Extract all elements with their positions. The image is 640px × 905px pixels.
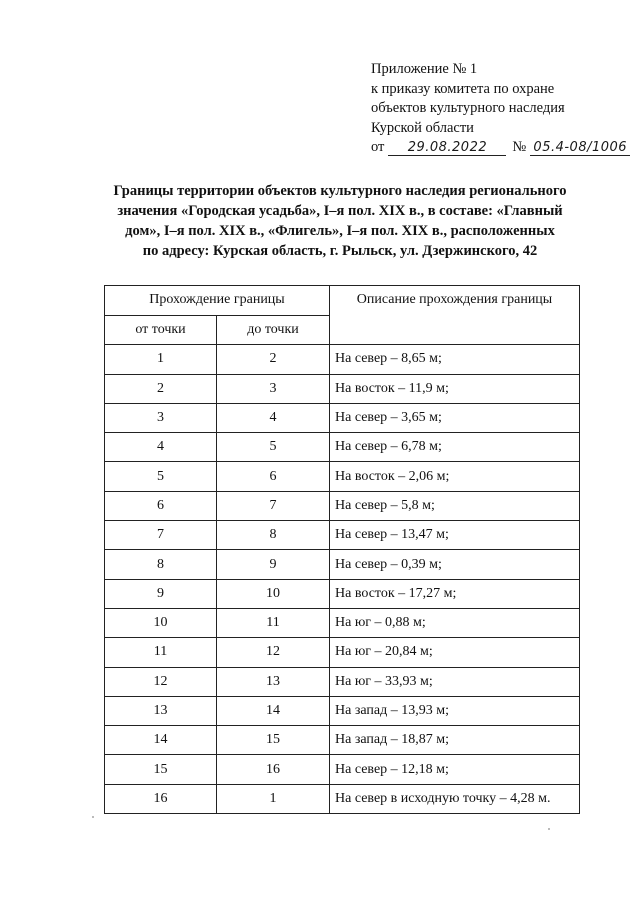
title-line: по адресу: Курская область, г. Рыльск, ул. Дзержинского, 42 [142, 243, 538, 259]
to-point-cell: 9 [217, 550, 330, 579]
header-description: Описание прохождения границы [330, 286, 580, 345]
table-row [105, 491, 580, 520]
scan-speck [92, 816, 94, 818]
to-point-cell: 3 [217, 374, 330, 403]
description-cell: На север – 3,65 м; [330, 403, 580, 432]
table-row [105, 550, 580, 579]
to-point-cell: 13 [217, 667, 330, 696]
appendix-title: Приложение № 1 [371, 61, 478, 77]
from-point-cell: 12 [105, 667, 217, 696]
description-cell: На север – 12,18 м; [330, 755, 580, 784]
from-point-cell: 11 [105, 638, 217, 667]
boundary-table [104, 285, 580, 814]
from-point-cell: 13 [105, 696, 217, 725]
from-point-cell: 4 [105, 433, 217, 462]
from-point-cell: 16 [105, 784, 217, 813]
document-title [95, 181, 585, 261]
order-date-number-line [371, 138, 630, 158]
to-point-cell: 6 [217, 462, 330, 491]
header-boundary-passage: Прохождение границы [105, 286, 330, 316]
appendix-line: Курской области [371, 119, 474, 136]
to-point-cell: 2 [217, 345, 330, 374]
description-cell: На север – 13,47 м; [330, 521, 580, 550]
appendix-header [371, 60, 630, 158]
description-cell: На север – 5,8 м; [330, 491, 580, 520]
table-row [105, 345, 580, 374]
table-row [105, 462, 580, 491]
description-cell: На юг – 0,88 м; [330, 608, 580, 637]
to-point-cell: 11 [217, 608, 330, 637]
table-row [105, 726, 580, 755]
from-point-cell: 10 [105, 608, 217, 637]
table-row [105, 521, 580, 550]
table-row [105, 755, 580, 784]
table-header-row [105, 286, 580, 316]
title-line: Границы территории объектов культурного наследия регионального [113, 183, 567, 199]
order-date: 29.08.2022 [388, 140, 506, 156]
to-point-cell: 16 [217, 755, 330, 784]
number-label: № [512, 139, 527, 155]
description-cell: На юг – 20,84 м; [330, 638, 580, 667]
from-point-cell: 14 [105, 726, 217, 755]
description-cell: На север – 8,65 м; [330, 345, 580, 374]
to-point-cell: 7 [217, 491, 330, 520]
to-point-cell: 1 [217, 784, 330, 813]
table-row [105, 374, 580, 403]
to-point-cell: 4 [217, 403, 330, 432]
from-point-cell: 8 [105, 550, 217, 579]
description-cell: На запад – 18,87 м; [330, 726, 580, 755]
from-point-cell: 7 [105, 521, 217, 550]
title-line: значения «Городская усадьба», I–я пол. XIX в., в составе: «Главный [117, 203, 563, 219]
header-to-point: до точки [217, 315, 330, 345]
table-row [105, 696, 580, 725]
appendix-line: к приказу комитета по охране [371, 80, 555, 97]
to-point-cell: 5 [217, 433, 330, 462]
scan-speck [548, 828, 550, 830]
description-cell: На север в исходную точку – 4,28 м. [330, 784, 580, 813]
description-cell: На север – 0,39 м; [330, 550, 580, 579]
table-row [105, 667, 580, 696]
table-row [105, 784, 580, 813]
from-point-cell: 2 [105, 374, 217, 403]
to-point-cell: 14 [217, 696, 330, 725]
from-point-cell: 5 [105, 462, 217, 491]
description-cell: На восток – 17,27 м; [330, 579, 580, 608]
description-cell: На восток – 11,9 м; [330, 374, 580, 403]
table-row [105, 608, 580, 637]
description-cell: На север – 6,78 м; [330, 433, 580, 462]
to-point-cell: 12 [217, 638, 330, 667]
from-point-cell: 6 [105, 491, 217, 520]
table-row [105, 638, 580, 667]
table-row [105, 433, 580, 462]
table-row [105, 579, 580, 608]
from-point-cell: 3 [105, 403, 217, 432]
to-point-cell: 15 [217, 726, 330, 755]
from-point-cell: 1 [105, 345, 217, 374]
from-point-cell: 15 [105, 755, 217, 784]
order-number: 05.4-08/1006 [530, 140, 630, 156]
description-cell: На восток – 2,06 м; [330, 462, 580, 491]
from-label: от [371, 139, 385, 155]
description-cell: На юг – 33,93 м; [330, 667, 580, 696]
from-point-cell: 9 [105, 579, 217, 608]
table-row [105, 403, 580, 432]
header-from-point: от точки [105, 315, 217, 345]
appendix-line: объектов культурного наследия [371, 100, 565, 116]
to-point-cell: 10 [217, 579, 330, 608]
description-cell: На запад – 13,93 м; [330, 696, 580, 725]
title-line: дом», I–я пол. XIX в., «Флигель», I–я пол. XIX в., расположенных [125, 223, 555, 239]
to-point-cell: 8 [217, 521, 330, 550]
